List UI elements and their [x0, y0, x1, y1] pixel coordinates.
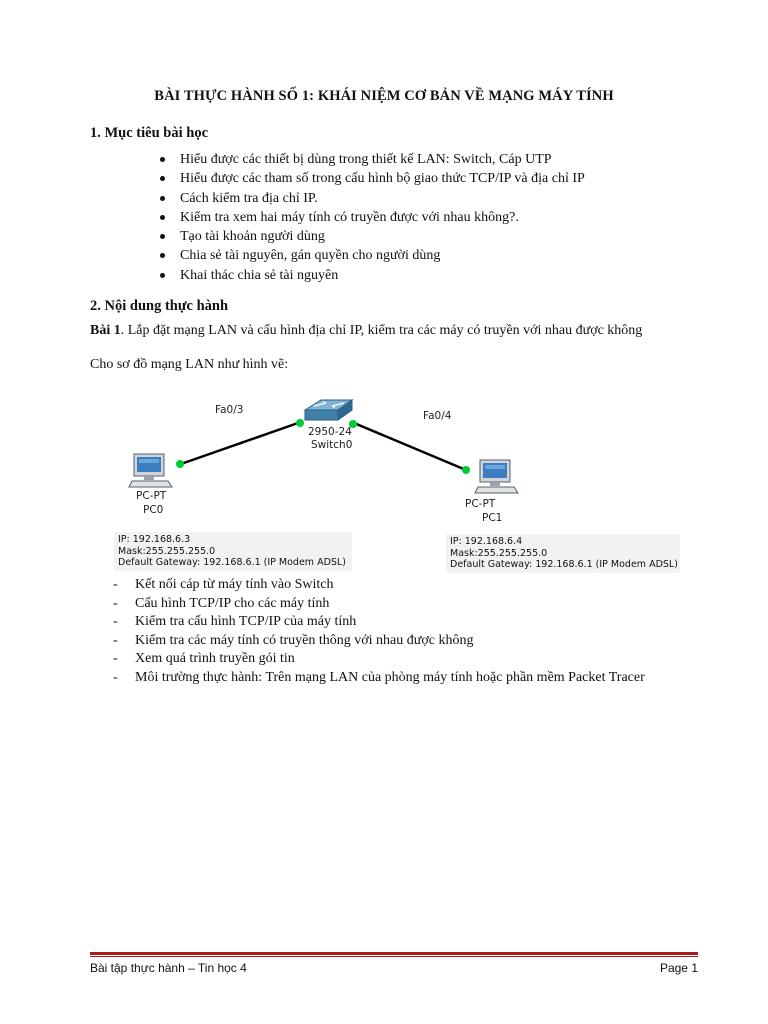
switch-name-label: Switch0 [311, 439, 353, 451]
exercise-label: Bài 1 [90, 323, 121, 338]
exercise-paragraph [90, 323, 642, 339]
list-item: - Xem quá trình truyền gói tin [113, 651, 295, 666]
list-item: - Kiểm tra các máy tính có truyền thông với nhau được không [113, 632, 474, 648]
page-number: Page 1 [659, 961, 698, 975]
list-item: Hiểu được các tham số trong cấu hình bộ giao thức TCP/IP và địa chỉ IP [160, 169, 585, 188]
list-item: Cách kiểm tra địa chỉ IP. [160, 189, 585, 208]
network-diagram [100, 388, 700, 588]
list-item: - Môi trường thực hành: Trên mạng LAN của phòng máy tính hoặc phần mềm Packet Tracer [113, 669, 645, 685]
pc1-name-label: PC1 [482, 512, 503, 524]
pc1-mask: Mask:255.255.255.0 [450, 547, 548, 559]
page-title: BÀI THỰC HÀNH SỐ 1: KHÁI NIỆM CƠ BẢN VỀ MẠNG MÁY TÍNH [154, 88, 614, 104]
port-label-right: Fa0/4 [423, 410, 452, 422]
switch-model-label: 2950-24 [308, 426, 352, 438]
pc1-gateway: Default Gateway: 192.168.6.1 (IP Modem ADSL) [450, 559, 678, 570]
link-light-icon [296, 419, 304, 427]
list-item: Kiểm tra xem hai máy tính có truyền được với nhau không?. [160, 208, 585, 227]
pc1-ip: IP: 192.168.6.4 [450, 536, 523, 547]
port-label-left: Fa0/3 [215, 404, 244, 416]
footer-course-title: Bài tập thực hành – Tin học 4 [90, 961, 247, 975]
exercise-text: . Lắp đặt mạng LAN và cấu hình địa chỉ IP, kiểm tra các máy có truyền với nhau được không [120, 323, 643, 338]
pc0-type-label: PC-PT [136, 490, 167, 502]
list-item: - Cấu hình TCP/IP cho các máy tính [113, 595, 330, 611]
section-heading-content: 2. Nội dung thực hành [90, 298, 229, 314]
link-light-icon [462, 466, 470, 474]
pc0-ip: IP: 192.168.6.3 [118, 534, 191, 545]
pc0-name-label: PC0 [143, 504, 164, 516]
link-switch-pc1 [354, 423, 466, 470]
objectives-list [160, 150, 585, 285]
switch-icon [305, 400, 352, 420]
list-item: - Kiểm tra cấu hình TCP/IP của máy tính [113, 614, 357, 629]
computer-icon [129, 454, 172, 487]
pc0-config-box [114, 532, 352, 571]
list-item: Hiểu được các thiết bị dùng trong thiết kế LAN: Switch, Cáp UTP [160, 150, 585, 169]
pc1-config-box [446, 534, 680, 573]
list-item: - Kết nối cáp từ máy tính vào Switch [113, 577, 334, 592]
list-item: Khai thác chia sẻ tài nguyên [160, 266, 585, 285]
link-pc0-switch [178, 423, 298, 465]
list-item: Tạo tài khoản người dùng [160, 227, 585, 246]
section-heading-objectives: 1. Mục tiêu bài học [90, 125, 209, 141]
list-item: Chia sẻ tài nguyên, gán quyền cho người dùng [160, 246, 585, 265]
footer-rule-thin [90, 956, 698, 957]
pc1-type-label: PC-PT [465, 498, 496, 510]
computer-icon [475, 460, 518, 493]
pc0-gateway: Default Gateway: 192.168.6.1 (IP Modem ADSL) [118, 557, 346, 568]
pc0-mask: Mask:255.255.255.0 [118, 545, 216, 557]
task-list [113, 576, 645, 687]
link-light-icon [176, 460, 184, 468]
footer-rule [90, 952, 698, 955]
diagram-intro: Cho sơ đồ mạng LAN như hình vẽ: [90, 357, 289, 372]
